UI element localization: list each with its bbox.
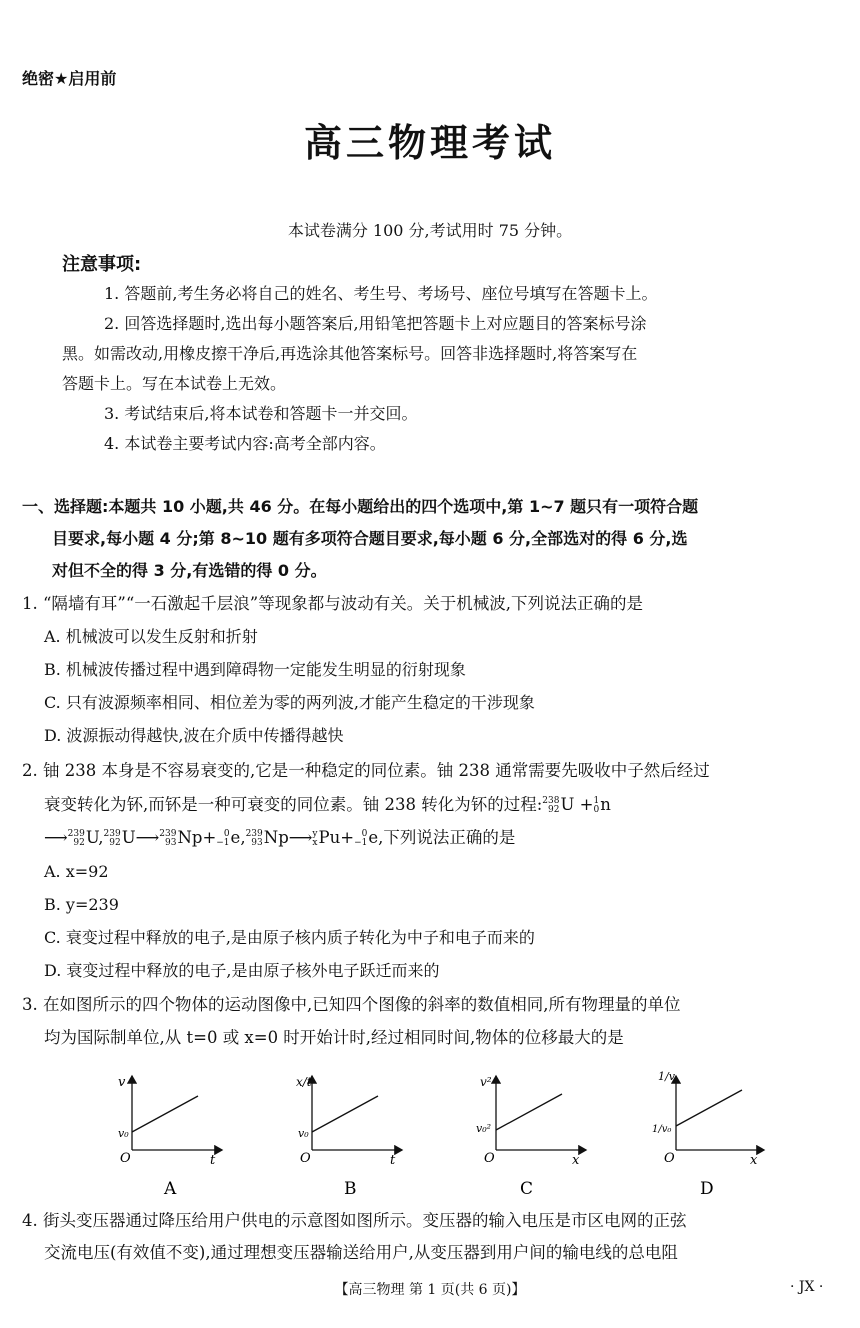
question-2-option-d: D. 衰变过程中释放的电子,是由原子核外电子跃迁而来的 <box>44 961 440 980</box>
notice-item-2-line-1: 2. 回答选择题时,选出每小题答案后,用铅笔把答题卡上对应题目的答案标号涂 <box>104 314 647 333</box>
mass-number: 239 <box>159 828 177 839</box>
notice-item-1: 1. 答题前,考生务必将自己的姓名、考生号、考场号、座位号填写在答题卡上。 <box>104 284 658 303</box>
atomic-number: −1 <box>216 837 230 848</box>
np239-isotope <box>159 830 176 848</box>
graph-c <box>476 1075 586 1199</box>
reaction-arrow-icon: ⟶ <box>135 828 160 847</box>
graph-d-line <box>676 1090 742 1126</box>
atomic-number: −1 <box>354 837 368 848</box>
question-2-option-c: C. 衰变过程中释放的电子,是由原子核内质子转化为中子和电子而来的 <box>44 928 535 947</box>
notice-heading: 注意事项: <box>62 254 142 275</box>
reaction-arrow-icon: ⟶ <box>288 828 313 847</box>
graph-d-intercept: 1/v₀ <box>652 1124 672 1135</box>
uranium-symbol: U <box>85 828 99 847</box>
question-2-line-2 <box>44 790 611 820</box>
np239-isotope <box>246 830 263 848</box>
graph-c-origin: O <box>484 1151 495 1166</box>
notice-item-3: 3. 考试结束后,将本试卷和答题卡一并交回。 <box>104 404 418 423</box>
reaction-arrow-icon: ⟶ <box>44 828 68 847</box>
graph-a-line <box>132 1096 198 1132</box>
graph-b-y-label: x/t <box>296 1075 312 1089</box>
graph-a-x-label: t <box>210 1153 216 1168</box>
atomic-number: 0 <box>593 804 600 815</box>
graph-a-origin: O <box>120 1151 131 1166</box>
plus-sign: + <box>202 828 217 847</box>
question-2-line-1: 2. 铀 238 本身是不容易衰变的,它是一种稳定的同位素。铀 238 通常需要先吸收中子然后经过 <box>22 761 710 780</box>
question-4-line-2: 交流电压(有效值不变),通过理想变压器输送给用户,从变压器到用户间的输电线的总电阻 <box>44 1243 678 1262</box>
question-1-option-d: D. 波源振动得越快,波在介质中传播得越快 <box>44 726 344 745</box>
graph-b-origin: O <box>300 1151 311 1166</box>
mass-number: 239 <box>245 828 263 839</box>
graph-d-origin: O <box>664 1151 675 1166</box>
graph-d-caption: D <box>700 1179 714 1199</box>
exam-title: 高三物理考试 <box>303 121 556 165</box>
question-3-line-1: 3. 在如图所示的四个物体的运动图像中,已知四个图像的斜率的数值相同,所有物理量的单位 <box>22 995 681 1014</box>
graph-d-y-label: 1/v <box>658 1070 675 1083</box>
atomic-number: 92 <box>73 837 85 848</box>
mass-number: 238 <box>542 795 560 806</box>
neptunium-symbol: Np <box>177 828 203 847</box>
question-2-line-3-tail: ,下列说法正确的是 <box>378 828 516 847</box>
graph-c-intercept: v₀² <box>476 1122 492 1135</box>
electron-symbol: e <box>368 828 379 847</box>
graph-c-y-label: v² <box>480 1075 492 1089</box>
atomic-number: 93 <box>251 837 263 848</box>
graph-a <box>118 1075 222 1199</box>
mass-number: 239 <box>103 828 121 839</box>
neptunium-symbol: Np <box>263 828 289 847</box>
plutonium-symbol: Pu <box>318 828 341 847</box>
neutron-isotope <box>593 797 599 815</box>
u239-isotope <box>68 830 85 848</box>
graph-a-intercept: v₀ <box>118 1127 129 1140</box>
graph-a-y-label: v <box>118 1075 126 1090</box>
electron-symbol: e <box>230 828 241 847</box>
graph-b-line <box>312 1096 378 1132</box>
graph-b <box>296 1075 402 1199</box>
plus-sign: + <box>340 828 355 847</box>
u239-isotope <box>104 830 121 848</box>
confidential-label: 绝密★启用前 <box>22 69 117 88</box>
graph-b-intercept: v₀ <box>298 1127 309 1140</box>
comma: , <box>98 828 104 847</box>
graph-d <box>652 1070 764 1199</box>
comma: , <box>240 828 246 847</box>
atomic-number: 92 <box>109 837 121 848</box>
page-footer: 【高三物理 第 1 页(共 6 页)】 <box>334 1282 526 1298</box>
uranium-symbol: U <box>121 828 136 847</box>
question-1-option-a: A. 机械波可以发生反射和折射 <box>44 627 258 646</box>
notice-item-2-line-2: 黑。如需改动,用橡皮擦干净后,再选涂其他答案标号。回答非选择题时,将答案写在 <box>62 344 638 363</box>
question-3-line-2: 均为国际制单位,从 t=0 或 x=0 时开始计时,经过相同时间,物体的位移最大的是 <box>44 1028 624 1047</box>
question-2-line-2-text: 衰变转化为钚,而钚是一种可衰变的同位素。铀 238 转化为钚的过程: <box>44 795 543 814</box>
motion-graphs <box>100 1062 780 1202</box>
question-1-option-b: B. 机械波传播过程中遇到障碍物一定能发生明显的衍射现象 <box>44 660 466 679</box>
question-2-line-3 <box>44 823 515 853</box>
mass-number: 239 <box>67 828 85 839</box>
neutron-symbol: n <box>600 795 611 814</box>
notice-item-2-line-3: 答题卡上。写在本试卷上无效。 <box>62 374 287 393</box>
electron-isotope <box>354 830 367 848</box>
uranium-symbol: U <box>560 795 575 814</box>
question-1-option-c: C. 只有波源频率相同、相位差为零的两列波,才能产生稳定的干涉现象 <box>44 693 535 712</box>
mass-number: y <box>312 828 318 839</box>
graph-b-caption: B <box>344 1179 357 1199</box>
mass-number: 0 <box>223 828 230 839</box>
exam-subtitle: 本试卷满分 100 分,考试用时 75 分钟。 <box>287 221 573 240</box>
section-1-line-1: 一、选择题:本题共 10 小题,共 46 分。在每小题给出的四个选项中,第 1~7 题只有一项符合题 <box>22 497 699 516</box>
electron-isotope <box>216 830 229 848</box>
mass-number: 1 <box>593 795 600 806</box>
u238-isotope <box>542 797 559 815</box>
atomic-number: 93 <box>164 837 177 848</box>
question-4-line-1: 4. 街头变压器通过降压给用户供电的示意图如图所示。变压器的输入电压是市区电网的正弦 <box>22 1211 687 1230</box>
question-2-option-b: B. y=239 <box>44 895 119 914</box>
section-1-line-3: 对但不全的得 3 分,有选错的得 0 分。 <box>52 561 327 580</box>
notice-item-4: 4. 本试卷主要考试内容:高考全部内容。 <box>104 434 386 453</box>
mass-number: 0 <box>361 828 368 839</box>
graph-c-x-label: x <box>572 1153 580 1168</box>
graph-b-x-label: t <box>390 1153 396 1168</box>
graph-a-caption: A <box>164 1179 177 1199</box>
graph-c-line <box>496 1094 562 1130</box>
section-1-line-2: 目要求,每小题 4 分;第 8~10 题有多项符合题目要求,每小题 6 分,全部选对的得 6 分,选 <box>52 529 688 548</box>
footer-code: · JX · <box>790 1279 824 1295</box>
atomic-number: 92 <box>548 804 560 815</box>
graph-c-caption: C <box>520 1179 534 1199</box>
question-1-stem: 1. “隔墙有耳”“一石激起千层浪”等现象都与波动有关。关于机械波,下列说法正确的是 <box>22 594 643 613</box>
atomic-number: x <box>312 837 318 848</box>
question-2-option-a: A. x=92 <box>44 862 109 881</box>
graph-d-x-label: x <box>750 1153 758 1168</box>
pu-isotope <box>312 830 317 848</box>
plus-sign: + <box>579 795 594 814</box>
